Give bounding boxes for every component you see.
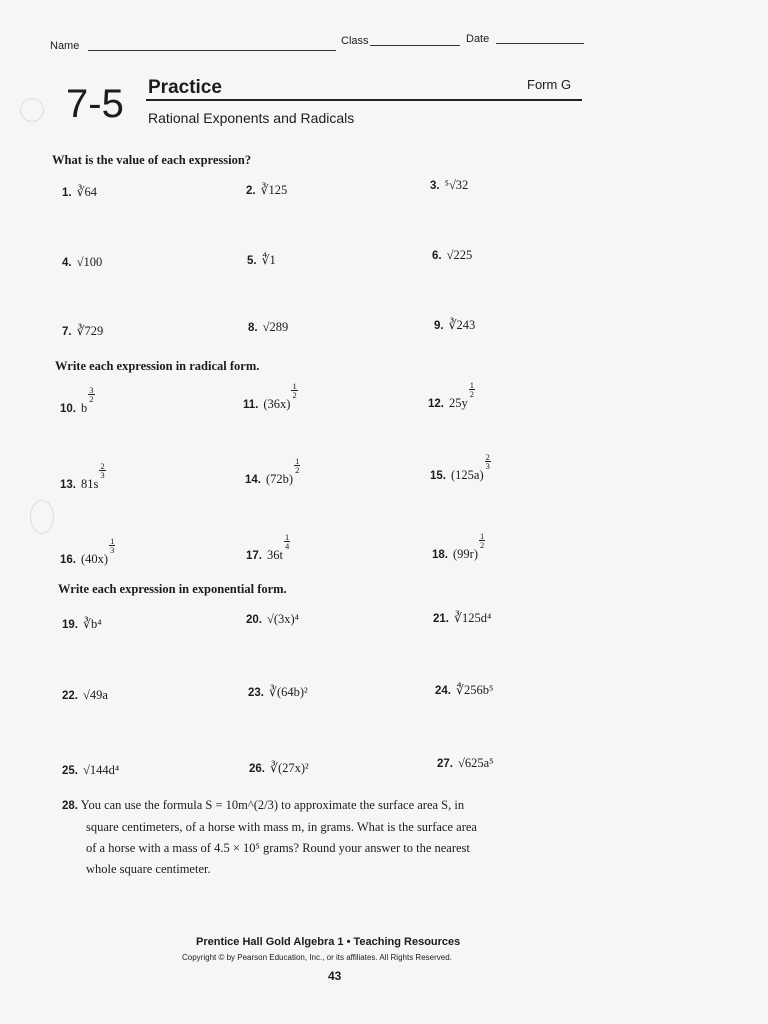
problem-item — [60, 462, 106, 492]
fractional-exponent: $\frac{3}{2}$ — [89, 385, 94, 404]
problem-number: 12. — [428, 398, 444, 410]
fractional-exponent: $\frac{2}{3}$ — [485, 452, 490, 471]
class-field[interactable] — [370, 45, 460, 46]
problem-number: 28. — [62, 800, 78, 812]
problem-item — [245, 457, 300, 487]
problem-number: 13. — [60, 479, 76, 491]
problem-number: 10. — [60, 403, 76, 415]
problem-item — [243, 382, 298, 412]
date-label: Date — [466, 33, 490, 45]
fractional-exponent: $\frac{1}{2}$ — [292, 381, 297, 400]
problem-item: 27. √625a⁵ — [437, 756, 494, 770]
problem-number: 17. — [246, 550, 262, 562]
exponent-base: (40x) — [81, 552, 109, 566]
problem-item: 1. ∛64 — [62, 185, 98, 199]
problem-item: 21. ∛125d⁴ — [433, 611, 492, 625]
problem-item: 9. ∛243 — [434, 318, 476, 332]
section-heading: What is the value of each expression? — [52, 153, 252, 167]
fractional-exponent: $\frac{1}{2}$ — [469, 380, 474, 399]
class-label: Class — [341, 35, 369, 47]
exponent-base: (72b) — [266, 472, 294, 486]
problem-item — [246, 533, 290, 563]
binder-hole — [30, 500, 54, 534]
exponent-base: 36t — [267, 548, 283, 562]
problem-line: whole square centimeter. — [86, 862, 211, 876]
lesson-subtitle: Rational Exponents and Radicals — [148, 110, 355, 126]
section-heading: Write each expression in radical form. — [55, 359, 260, 373]
copyright: Copyright © by Pearson Education, Inc., or its affiliates. All Rights Reserved. — [182, 953, 452, 962]
word-problem — [62, 795, 542, 880]
lesson-number: 7-5 — [66, 82, 124, 126]
problem-item: 8. √289 — [248, 320, 289, 334]
problem-item: 3. ⁵√32 — [430, 178, 469, 192]
book-title: Prentice Hall Gold Algebra 1 • Teaching Resources — [196, 936, 461, 948]
problem-item: 20. √(3x)⁴ — [246, 612, 300, 626]
page-number: 43 — [328, 969, 342, 983]
fractional-exponent: $\frac{1}{2}$ — [480, 531, 485, 550]
fractional-exponent: $\frac{2}{3}$ — [100, 461, 105, 480]
problem-number: 11. — [243, 399, 259, 411]
problem-item: 19. ∛b⁴ — [62, 617, 102, 631]
problem-number: 18. — [432, 549, 448, 561]
exponent-base: (36x) — [263, 397, 291, 411]
problem-item — [60, 386, 95, 416]
problem-line: You can use the formula S = 10m^(2/3) to approximate the surface area S, in — [80, 798, 465, 812]
problem-item: 22. √49a — [62, 688, 108, 702]
name-label: Name — [50, 40, 80, 52]
problem-item: 4. √100 — [62, 255, 103, 269]
problem-number: 16. — [60, 554, 76, 566]
fractional-exponent: $\frac{1}{2}$ — [295, 456, 300, 475]
exponent-base: 25y — [449, 396, 468, 410]
form-label: Form G — [527, 77, 572, 92]
problem-item: 6. √225 — [432, 248, 473, 262]
section-heading: Write each expression in exponential form. — [58, 582, 287, 596]
problem-item: 25. √144d⁴ — [62, 763, 120, 777]
problem-item — [430, 453, 491, 483]
exponent-base: 81s — [81, 477, 99, 491]
date-field[interactable] — [496, 43, 584, 44]
problem-item: 5. ∜1 — [247, 253, 276, 267]
binder-hole — [20, 98, 44, 122]
problem-item — [428, 381, 475, 411]
problem-line: of a horse with a mass of 4.5 × 10⁵ grams? Round your answer to the nearest — [86, 841, 470, 855]
problem-item: 24. ∜256b⁵ — [435, 683, 494, 697]
problem-item: 7. ∛729 — [62, 324, 104, 338]
problem-number: 14. — [245, 474, 261, 486]
problem-item: 2. ∛125 — [246, 183, 288, 197]
exponent-base: b — [81, 401, 88, 415]
problem-number: 15. — [430, 470, 446, 482]
fractional-exponent: $\frac{1}{3}$ — [110, 536, 115, 555]
lesson-title: Practice — [148, 77, 222, 98]
title-rule — [146, 99, 582, 101]
fractional-exponent: $\frac{1}{4}$ — [284, 532, 290, 551]
problem-item: 23. ∛(64b)² — [248, 685, 308, 699]
problem-line: square centimeters, of a horse with mass m, in grams. What is the surface area — [86, 820, 477, 834]
problem-item: 26. ∛(27x)² — [249, 761, 309, 775]
problem-item — [432, 532, 485, 562]
exponent-base: (99r) — [453, 547, 478, 561]
exponent-base: (125a) — [451, 468, 484, 482]
problem-item — [60, 537, 115, 567]
name-field[interactable] — [88, 50, 336, 51]
